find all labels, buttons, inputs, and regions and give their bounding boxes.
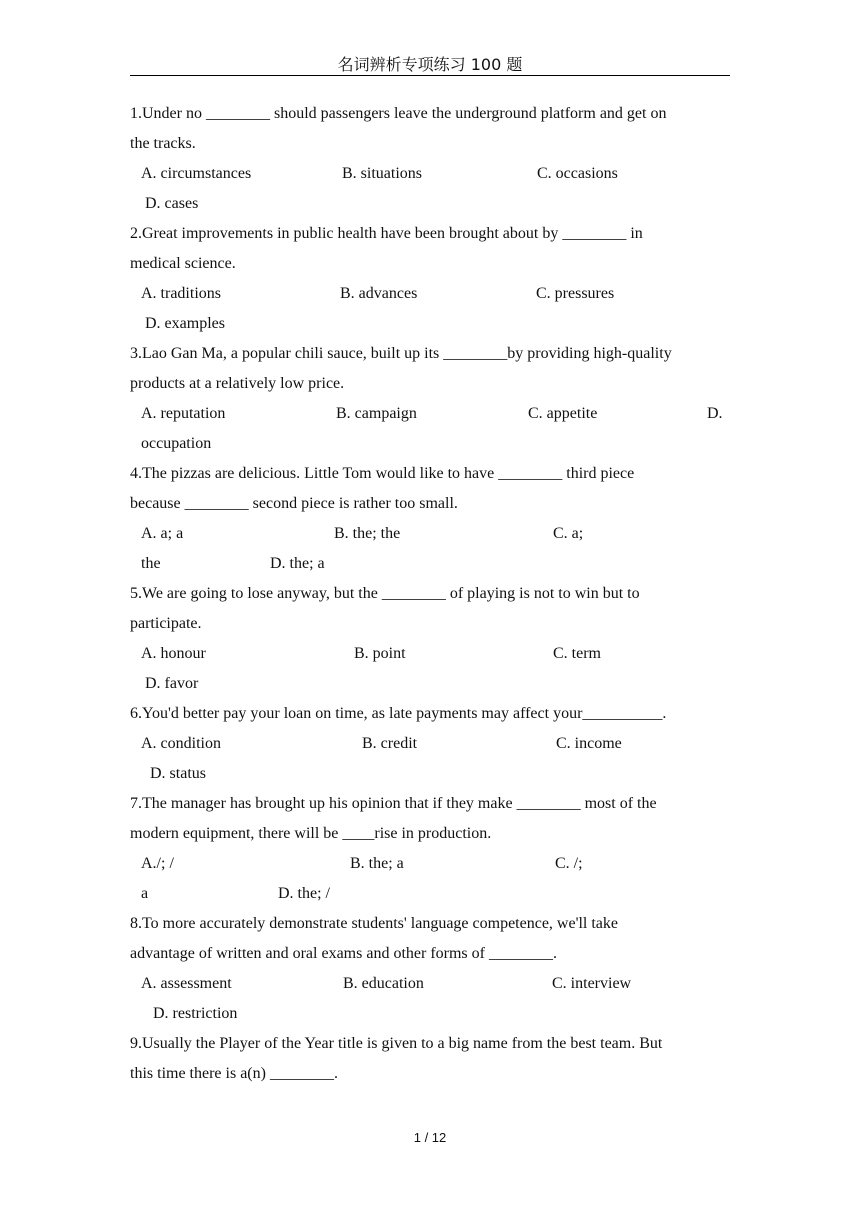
option-c: C. interview: [552, 975, 632, 992]
option-c-label: C. a;: [553, 525, 584, 542]
option-a: A./; /: [141, 855, 174, 872]
question-list: [130, 99, 730, 1089]
option-d: D. the; /: [278, 885, 330, 902]
option-a: A. circumstances: [141, 165, 252, 182]
question-stem-line: 6.You'd better pay your loan on time, as late payments may affect your__________.: [130, 705, 667, 722]
option-d: D. favor: [145, 675, 199, 692]
option-c-label: C. /;: [555, 855, 583, 872]
option-b: B. the; the: [334, 525, 401, 542]
option-a: A. honour: [141, 645, 206, 662]
option-row: [130, 849, 730, 879]
question-stem-line: 2.Great improvements in public health have been brought about by ________ in: [130, 225, 643, 242]
option-b: B. the; a: [350, 855, 404, 872]
option-row: [130, 399, 730, 429]
option-d: D. status: [150, 765, 206, 782]
option-row: [130, 549, 730, 579]
option-a: A. traditions: [141, 285, 221, 302]
question-stem-line: 1.Under no ________ should passengers leave the underground platform and get on: [130, 105, 667, 122]
question-stem-line: because ________ second piece is rather too small.: [130, 495, 458, 512]
question-stem-line: 4.The pizzas are delicious. Little Tom would like to have ________ third piece: [130, 465, 635, 482]
option-row: [130, 669, 730, 699]
option-d-label: D.: [707, 405, 723, 422]
question-stem-line: this time there is a(n) ________.: [130, 1065, 338, 1082]
question-stem-line: 8.To more accurately demonstrate students' language competence, we'll take: [130, 915, 619, 932]
question-stem-line: the tracks.: [130, 135, 196, 152]
option-a: A. reputation: [141, 405, 226, 422]
option-c-text: the: [141, 555, 161, 572]
option-d: D. cases: [145, 195, 199, 212]
option-b: B. point: [354, 645, 406, 662]
question-stem-line: 5.We are going to lose anyway, but the ________ of playing is not to win but to: [130, 585, 640, 602]
option-b: B. credit: [362, 735, 418, 752]
page-header-title: 名词辨析专项练习 100 题: [337, 55, 523, 74]
option-a: A. assessment: [141, 975, 232, 992]
option-row: [130, 999, 730, 1029]
question-stem-line: advantage of written and oral exams and other forms of ________.: [130, 945, 557, 962]
option-c: C. income: [556, 735, 622, 752]
option-a: A. condition: [141, 735, 221, 752]
option-d: D. examples: [145, 315, 225, 332]
option-b: B. situations: [342, 165, 423, 182]
option-d-text: occupation: [141, 435, 212, 452]
option-b: B. advances: [340, 285, 418, 302]
option-row: [130, 759, 730, 789]
option-d: D. restriction: [153, 1005, 238, 1022]
question-stem-line: 9.Usually the Player of the Year title is given to a big name from the best team. But: [130, 1035, 663, 1052]
option-b: B. campaign: [336, 405, 417, 422]
option-row: [130, 309, 730, 339]
header-divider: [130, 75, 730, 76]
option-row: [130, 279, 730, 309]
question-stem-line: participate.: [130, 615, 202, 632]
option-c-text: a: [141, 885, 149, 902]
option-d: D. the; a: [270, 555, 325, 572]
question-stem-line: 3.Lao Gan Ma, a popular chili sauce, built up its ________by providing high-quality: [130, 345, 672, 362]
option-row: [130, 519, 730, 549]
option-c: C. appetite: [528, 405, 598, 422]
option-row: [130, 969, 730, 999]
question-stem-line: 7.The manager has brought up his opinion that if they make ________ most of the: [130, 795, 657, 812]
question-stem-line: modern equipment, there will be ____rise in production.: [130, 825, 492, 842]
option-c: C. occasions: [537, 165, 618, 182]
option-a: A. a; a: [141, 525, 184, 542]
option-row: [130, 189, 730, 219]
option-row: [130, 879, 730, 909]
option-row: [130, 729, 730, 759]
question-stem-line: products at a relatively low price.: [130, 375, 345, 392]
question-stem-line: medical science.: [130, 255, 236, 272]
page-number: 1 / 12: [413, 1130, 447, 1145]
option-b: B. education: [343, 975, 424, 992]
option-row: [130, 159, 730, 189]
option-row: [130, 639, 730, 669]
option-c: C. pressures: [536, 285, 615, 302]
option-c: C. term: [553, 645, 601, 662]
option-row: [130, 429, 730, 459]
